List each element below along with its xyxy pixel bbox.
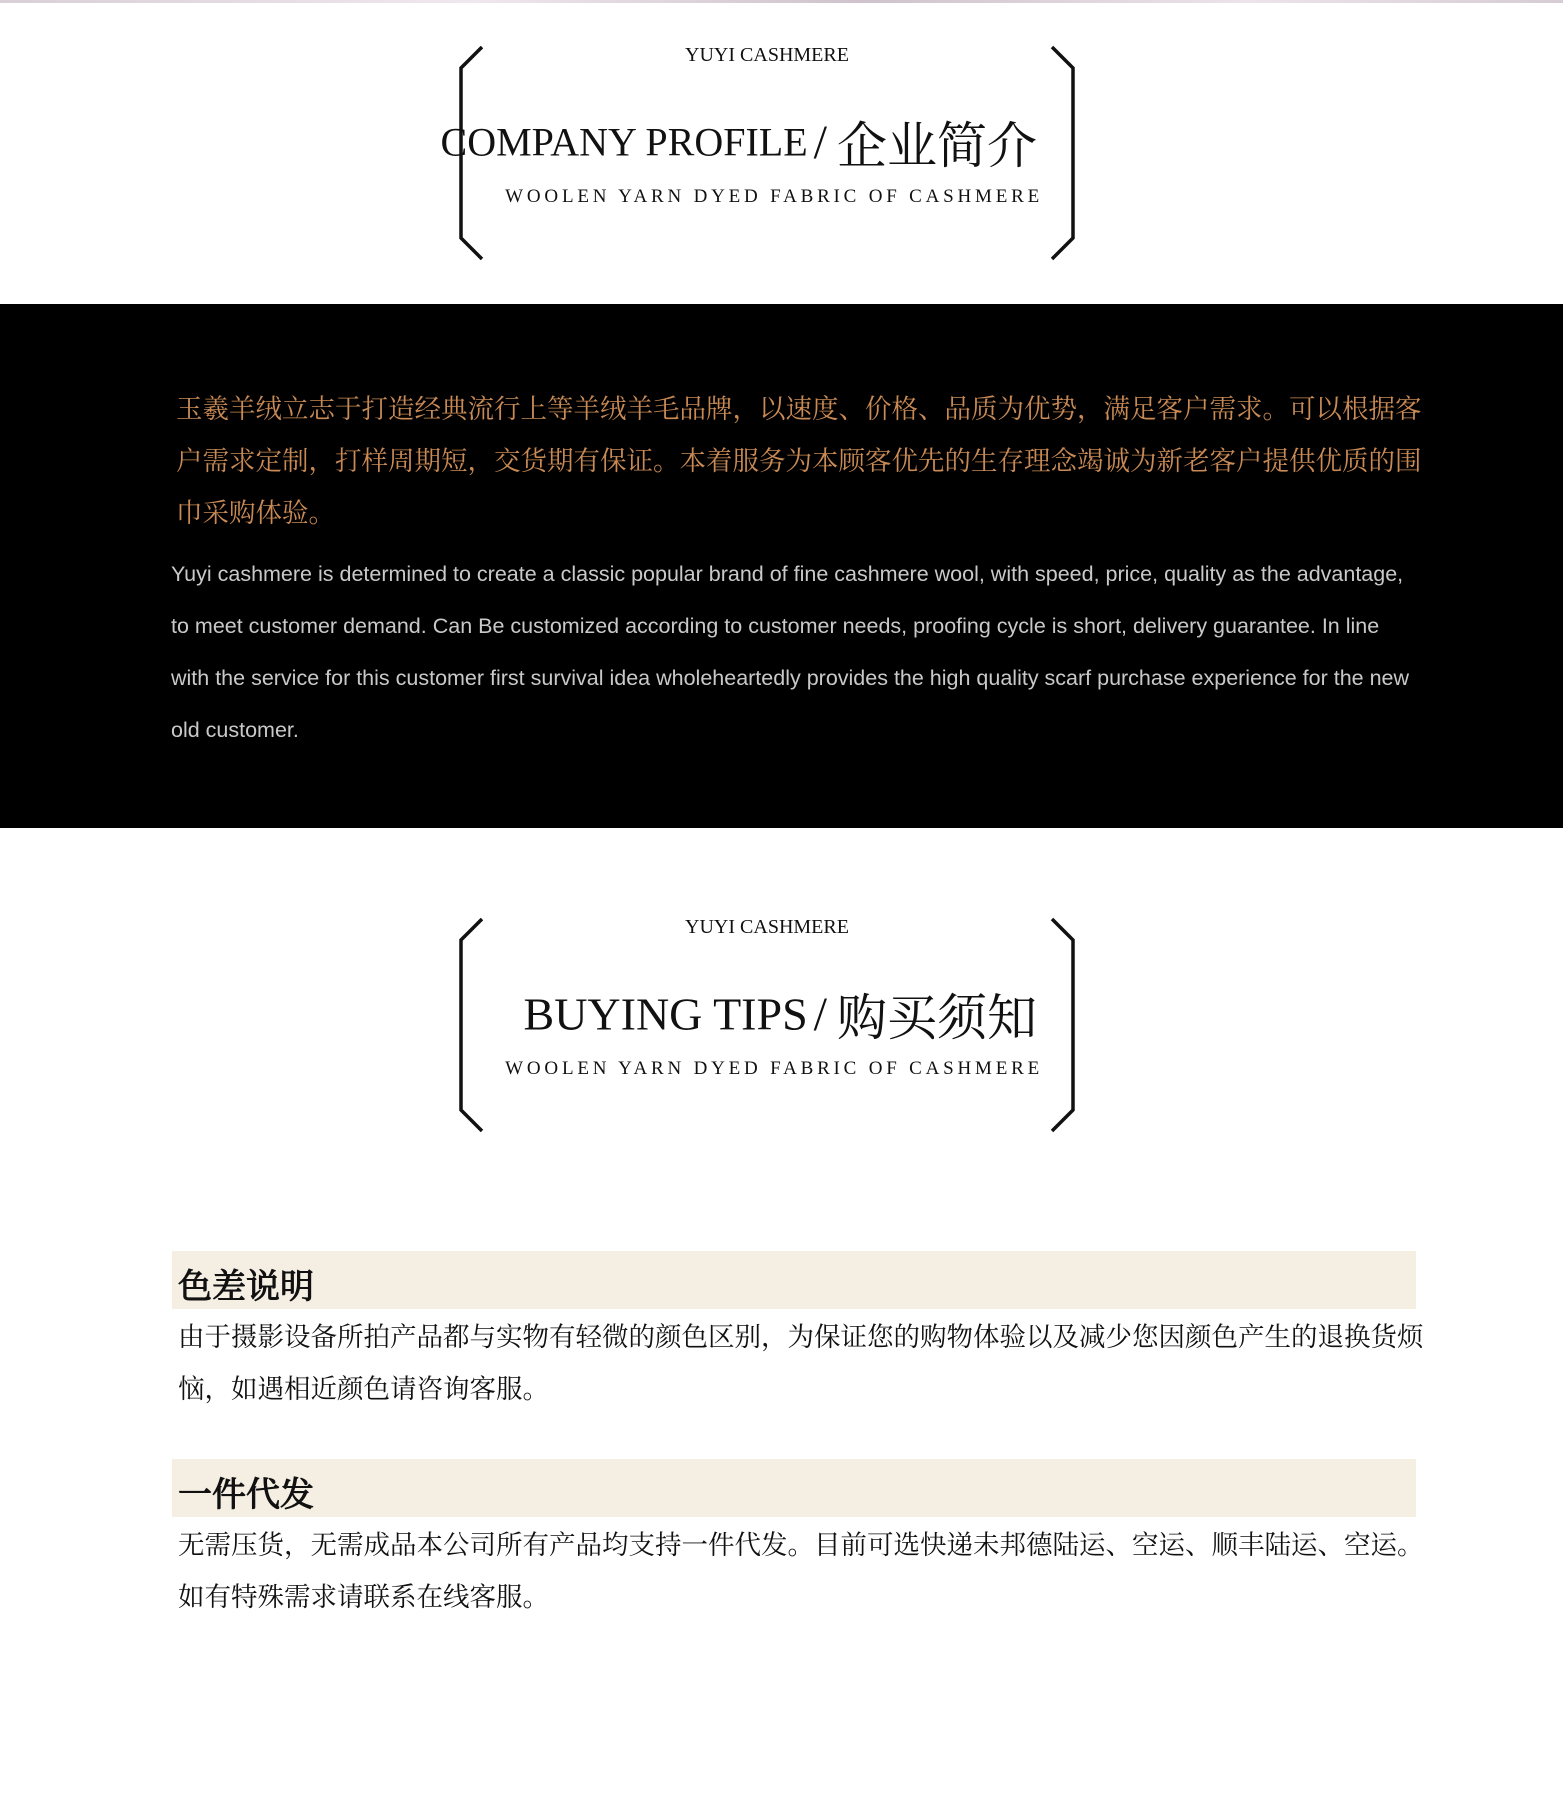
tip-body-dropshipping: 无需压货，无需成品本公司所有产品均支持一件代发。目前可选快递未邦德陆运、空运、顺丰陆运、空运。如有特殊需求请联系在线客服。 [178, 1530, 1424, 1613]
section-title [441, 106, 1037, 178]
company-profile-text-cn: 玉羲羊绒立志于打造经典流行上等羊绒羊毛品牌，以速度、价格、品质为优势，满足客户需求。可以根据客户需求定制，打样周期短，交货期有保证。本着服务为本顾客优先的生存理念竭诚为新老客户提供优质的围巾采购体验。 [176, 394, 1422, 529]
company-profile-text-en: Yuyi cashmere is determined to create a classic popular brand of fine cashmere wool, with speed, price, quality as the advantage, to meet customer demand. Can Be customized according to customer needs, proofing cycle is short, delivery guarantee. In line with the service for this customer first survival idea wholeheartedly provides the high quality scarf purchase experience for the new old customer. [171, 562, 1410, 742]
buying-tips-heading [455, 916, 1079, 1134]
section-title-cn: 企业简介 [837, 117, 1037, 175]
brand-name: YUYI CASHMERE [685, 916, 849, 938]
section-title-cn: 购买须知 [837, 989, 1037, 1047]
section-title-en: COMPANY PROFILE [440, 119, 808, 165]
tip-heading-label: 色差说明 [178, 1267, 314, 1307]
section-subtitle: WOOLEN YARN DYED FABRIC OF CASHMERE [505, 1058, 1043, 1079]
top-decorative-strip [0, 0, 1563, 3]
title-separator: / [813, 115, 827, 169]
section-subtitle: WOOLEN YARN DYED FABRIC OF CASHMERE [505, 186, 1043, 207]
section-title [524, 978, 1037, 1050]
company-profile-panel [0, 304, 1563, 828]
tip-heading-dropshipping [172, 1459, 1416, 1517]
section-title-en: BUYING TIPS [523, 988, 808, 1040]
tip-heading-color-difference [172, 1251, 1416, 1309]
brand-name: YUYI CASHMERE [685, 44, 849, 66]
tip-heading-label: 一件代发 [178, 1475, 314, 1515]
title-separator: / [813, 987, 827, 1041]
tip-body-color-difference: 由于摄影设备所拍产品都与实物有轻微的颜色区别，为保证您的购物体验以及减少您因颜色产生的退换货烦恼，如遇相近颜色请咨询客服。 [178, 1322, 1424, 1405]
company-profile-heading [440, 44, 1079, 262]
